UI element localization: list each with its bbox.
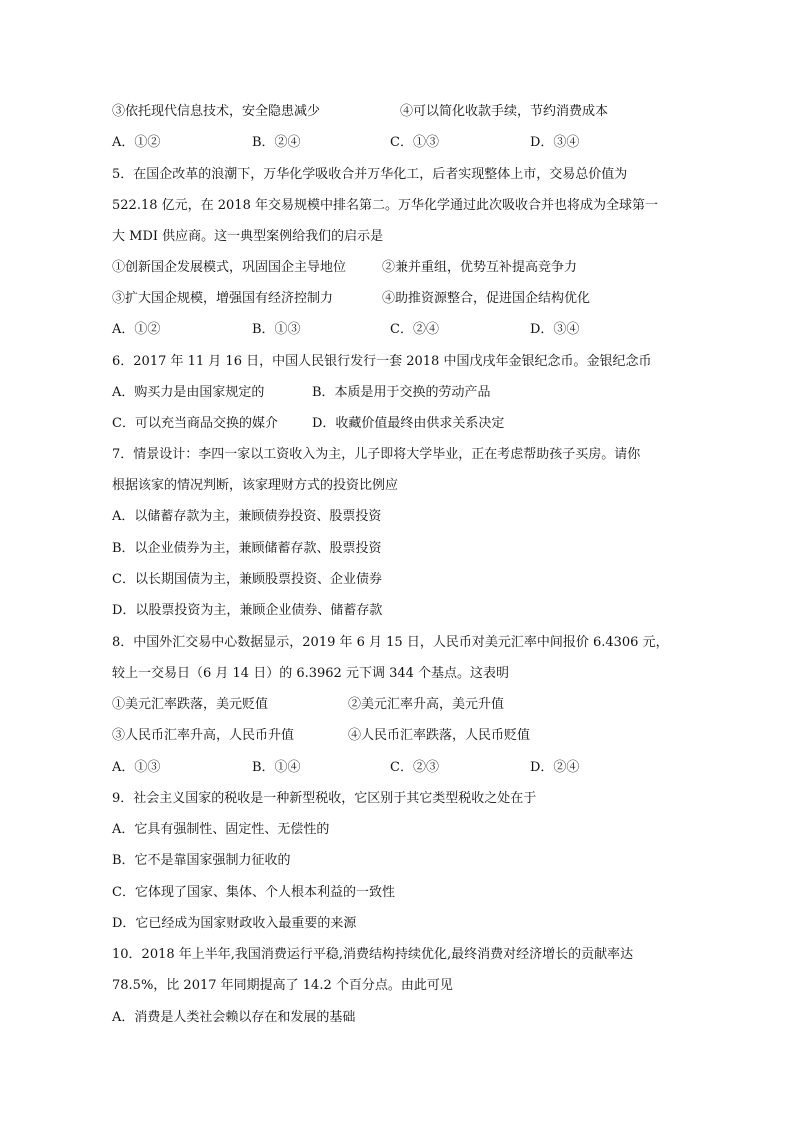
q10-stem-line-1: 10．2018 年上半年,我国消费运行平稳,消费结构持续优化,最终消费对经济增长的贡献率达 xyxy=(112,947,634,962)
answer-b: B．①③ xyxy=(252,322,301,337)
q6-options-row-2 xyxy=(112,415,692,433)
q8-stem-line-2: 较上一交易日（6 月 14 日）的 6.3962 元下调 344 个基点。这表明 xyxy=(112,666,510,681)
q8-options-row-2 xyxy=(112,727,692,745)
q4-options-row-2 xyxy=(112,103,692,121)
q5-option-4: ④助推资源整合，促进国企结构优化 xyxy=(382,291,591,306)
q5-option-1: ①创新国企发展模式，巩固国企主导地位 xyxy=(112,260,347,275)
q5-options-row-1 xyxy=(112,259,692,277)
q4-option-3: ③依托现代信息技术，安全隐患减少 xyxy=(112,104,321,119)
answer-a: A．①③ xyxy=(112,760,161,775)
q7-stem-line-2: 根据该家的情况判断，该家理财方式的投资比例应 xyxy=(112,478,399,493)
q6-option-b: B．本质是用于交换的劳动产品 xyxy=(312,385,491,400)
q10-option-a: A．消费是人类社会赖以存在和发展的基础 xyxy=(112,1010,356,1025)
answer-d: D．③④ xyxy=(530,322,580,337)
q7-option-d: D．以股票投资为主，兼顾企业债券、储蓄存款 xyxy=(112,603,383,618)
q9-option-c: C．它体现了国家、集体、个人根本利益的一致性 xyxy=(112,885,395,900)
q6-options-row-1 xyxy=(112,384,692,402)
answer-b: B．②④ xyxy=(252,135,301,150)
q8-stem-line-1: 8．中国外汇交易中心数据显示，2019 年 6 月 15 日，人民币对美元汇率中间报价 6.4306 元， xyxy=(112,635,669,650)
q5-stem-line-2: 522.18 亿元，在 2018 年交易规模中排名第二。万华化学通过此次吸收合并也将成为全球第一 xyxy=(112,198,658,213)
answer-d: D．②④ xyxy=(530,760,580,775)
answer-a: A．①② xyxy=(112,322,161,337)
q5-stem-line-1: 5．在国企改革的浪潮下，万华化学吸收合并万华化工，后者实现整体上市，交易总价值为 xyxy=(112,167,628,182)
q7-option-a: A．以储蓄存款为主，兼顾债券投资、股票投资 xyxy=(112,509,382,524)
q5-answers xyxy=(112,321,692,339)
q6-option-d: D．收藏价值最终由供求关系决定 xyxy=(312,416,505,431)
answer-a: A．①② xyxy=(112,135,161,150)
q5-options-row-2 xyxy=(112,290,692,308)
q9-option-b: B．它不是靠国家强制力征收的 xyxy=(112,853,291,868)
q4-answers xyxy=(112,134,692,152)
q5-option-2: ②兼并重组，优势互补提高竞争力 xyxy=(382,260,578,275)
answer-c: C．②③ xyxy=(390,760,439,775)
q6-option-a: A．购买力是由国家规定的 xyxy=(112,385,265,400)
q9-stem: 9．社会主义国家的税收是一种新型税收，它区别于其它类型税收之处在于 xyxy=(112,791,537,806)
q8-option-3: ③人民币汇率升高，人民币升值 xyxy=(112,728,295,743)
answer-b: B．①④ xyxy=(252,760,301,775)
q4-option-4: ④可以简化收款手续，节约消费成本 xyxy=(400,104,609,119)
q8-options-row-1 xyxy=(112,696,692,714)
q6-stem: 6．2017 年 11 月 16 日，中国人民银行发行一套 2018 中国戊戌年金银纪念币。金银纪念币 xyxy=(112,354,652,369)
q7-stem-line-1: 7．情景设计：李四一家以工资收入为主，儿子即将大学毕业，正在考虑帮助孩子买房。请你 xyxy=(112,447,641,462)
q6-option-c: C．可以充当商品交换的媒介 xyxy=(112,416,278,431)
answer-c: C．①③ xyxy=(390,135,439,150)
q10-stem-line-2: 78.5%，比 2017 年同期提高了 14.2 个百分点。由此可见 xyxy=(112,978,453,993)
q7-option-c: C．以长期国债为主，兼顾股票投资、企业债券 xyxy=(112,572,382,587)
q8-option-1: ①美元汇率跌落，美元贬值 xyxy=(112,697,269,712)
q9-option-d: D．它已经成为国家财政收入最重要的来源 xyxy=(112,916,357,931)
answer-c: C．②④ xyxy=(390,322,439,337)
q7-option-b: B．以企业债券为主，兼顾储蓄存款、股票投资 xyxy=(112,541,382,556)
q8-option-2: ②美元汇率升高，美元升值 xyxy=(348,697,505,712)
answer-d: D．③④ xyxy=(530,135,580,150)
q8-option-4: ④人民币汇率跌落，人民币贬值 xyxy=(348,728,531,743)
q5-stem-line-3: 大 MDI 供应商。这一典型案例给我们的启示是 xyxy=(112,229,384,244)
q9-option-a: A．它具有强制性、固定性、无偿性的 xyxy=(112,822,330,837)
q5-option-3: ③扩大国企规模，增强国有经济控制力 xyxy=(112,291,334,306)
q8-answers xyxy=(112,759,692,777)
